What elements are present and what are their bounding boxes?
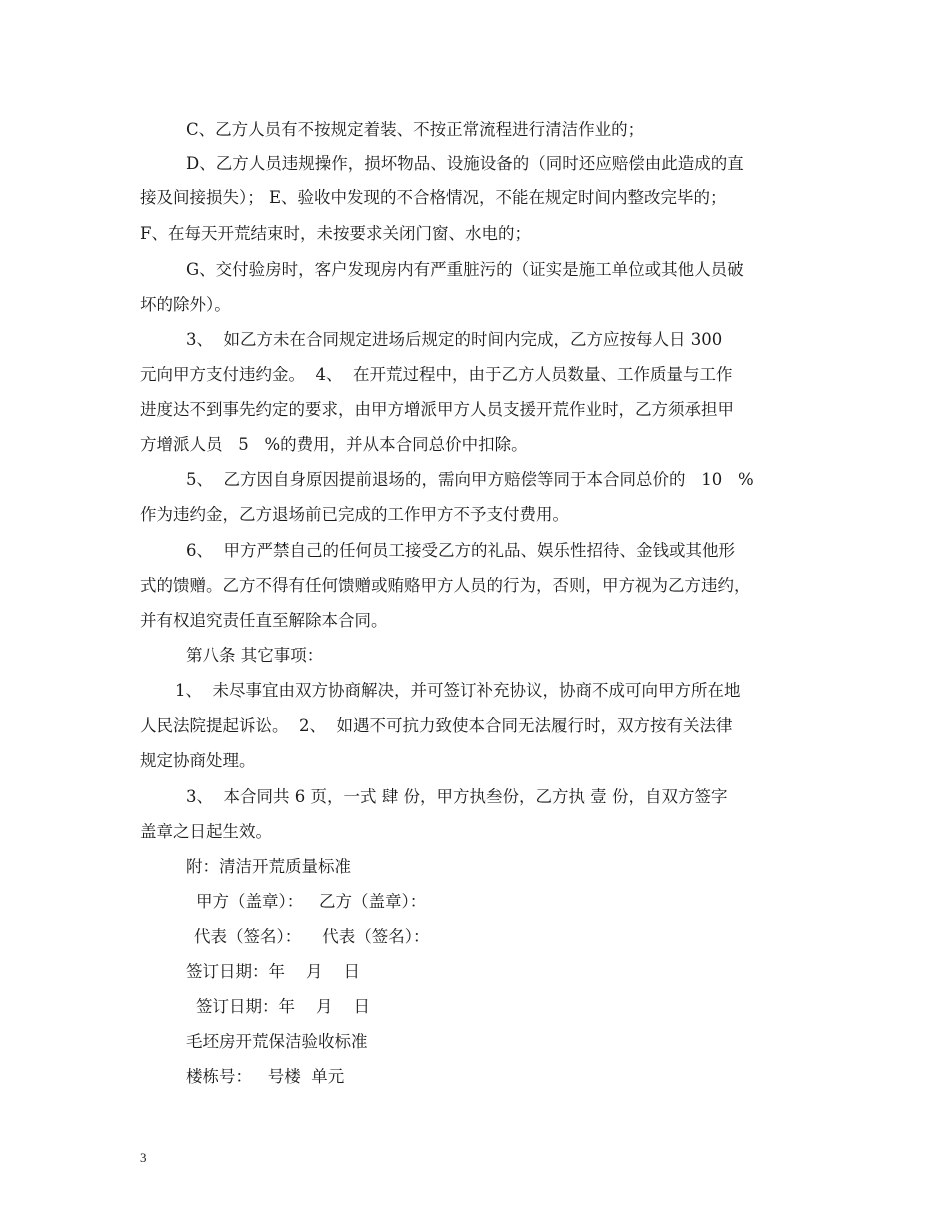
- text-line: 坏的除外）。: [140, 295, 231, 314]
- text-line: 5、 乙方因自身原因提前退场的，需向甲方赔偿等同于本合同总价的 10 %: [186, 470, 754, 489]
- text-line: 方增派人员 5 %的费用，并从本合同总价中扣除。: [140, 435, 528, 454]
- date-line: 签订日期：年 月 日: [196, 997, 370, 1016]
- date-line: 签订日期：年 月 日: [186, 962, 360, 981]
- text-line: 进度达不到事先约定的要求，由甲方增派甲方人员支援开荒作业时，乙方须承担甲: [140, 400, 734, 419]
- page-number: 3: [140, 1150, 147, 1165]
- text-line: 并有权追究责任直至解除本合同。: [140, 611, 388, 630]
- text-line: D、乙方人员违规操作，损坏物品、设施设备的（同时还应赔偿由此造成的直: [186, 154, 744, 173]
- text-line: F、在每天开荒结束时，未按要求关闭门窗、水电的；: [140, 224, 531, 243]
- text-line: 接及间接损失）； E、验收中发现的不合格情况，不能在规定时间内整改完毕的；: [140, 188, 727, 207]
- text-line: 1、 未尽事宜由双方协商解决，并可签订补充协议，协商不成可向甲方所在地: [175, 681, 741, 700]
- seal-line: 甲方（盖章）： 乙方（盖章）：: [196, 892, 427, 911]
- text-line: C、乙方人员有不按规定着装、不按正常流程进行清洁作业的；: [186, 120, 645, 139]
- text-line: 作为违约金，乙方退场前已完成的工作甲方不予支付费用。: [140, 505, 569, 524]
- text-line: 元向甲方支付违约金。 4、 在开荒过程中，由于乙方人员数量、工作质量与工作: [140, 365, 733, 384]
- text-line: 规定协商处理。: [140, 751, 256, 770]
- text-line: 盖章之日起生效。: [140, 822, 272, 841]
- text-line: 6、 甲方严禁自己的任何员工接受乙方的礼品、娱乐性招待、金钱或其他形: [186, 541, 735, 560]
- signature-line: 代表（签名）： 代表（签名）：: [194, 927, 430, 946]
- section-heading: 第八条 其它事项：: [186, 646, 324, 665]
- text-line: 3、 本合同共 6 页，一式 肆 份，甲方执叁份，乙方执 壹 份，自双方签字: [186, 787, 728, 806]
- building-line: 楼栋号： 号楼 单元: [186, 1067, 345, 1086]
- text-line: 人民法院提起诉讼。 2、 如遇不可抗力致使本合同无法履行时，双方按有关法律: [140, 716, 733, 735]
- attachment-line: 附：清洁开荒质量标准: [186, 857, 351, 876]
- text-line: 式的馈赠。乙方不得有任何馈赠或贿赂甲方人员的行为，否则，甲方视为乙方违约，: [140, 576, 751, 595]
- standard-title: 毛坯房开荒保洁验收标准: [186, 1032, 368, 1051]
- text-line: G、交付验房时，客户发现房内有严重脏污的（证实是施工单位或其他人员破: [186, 260, 744, 279]
- text-line: 3、 如乙方未在合同规定进场后规定的时间内完成，乙方应按每人日 300: [186, 330, 723, 349]
